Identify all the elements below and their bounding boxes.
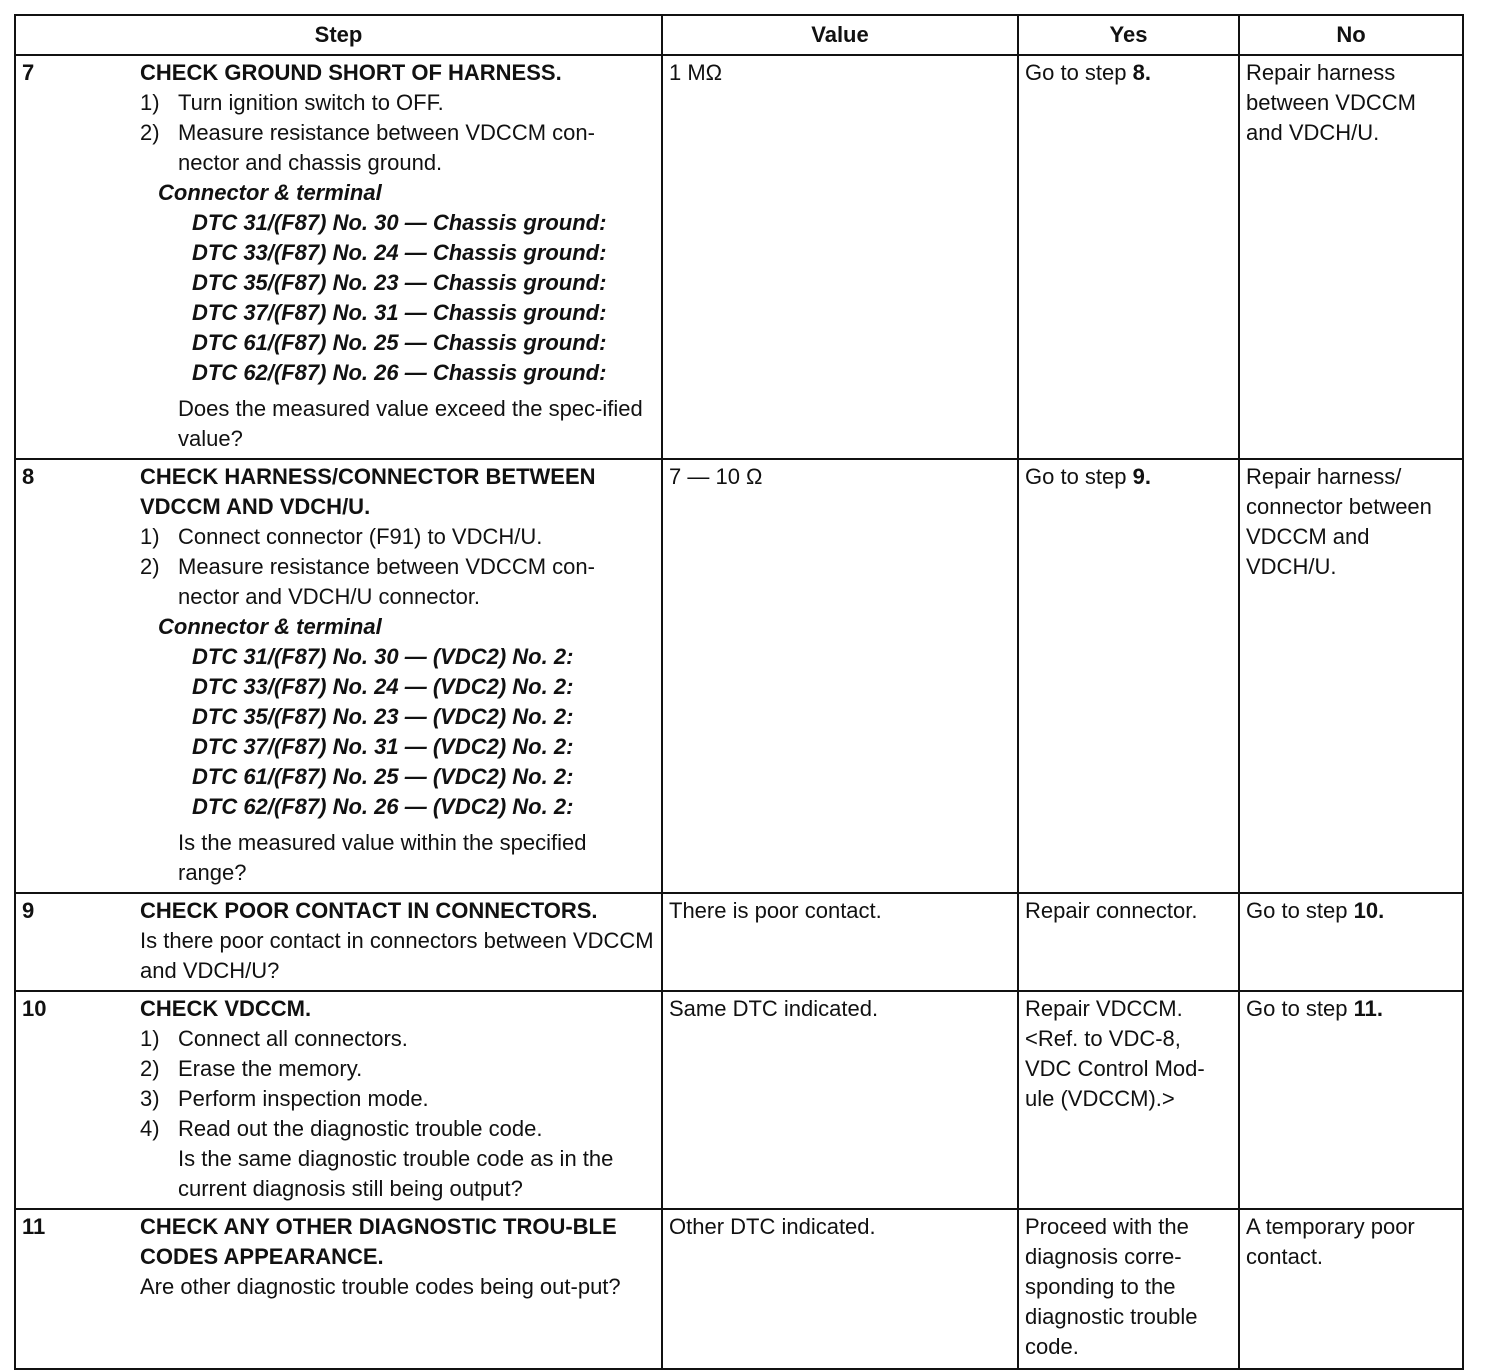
yes-cell: Proceed with the diagnosis corre-sponding to the diagnostic trouble code. (1018, 1209, 1239, 1369)
connector-terminal: DTC 62/(F87) No. 26 — Chassis ground: (192, 360, 607, 385)
substep-text: Perform inspection mode. (178, 1086, 429, 1111)
substep-text: Measure resistance between VDCCM con-nector and VDCH/U connector. (178, 554, 595, 609)
no-text: Go to step (1246, 996, 1354, 1021)
header-yes: Yes (1018, 15, 1239, 55)
substep (140, 1024, 655, 1054)
value-cell: Same DTC indicated. (662, 991, 1018, 1209)
table-row (15, 1209, 1463, 1369)
connector-terminal: DTC 37/(F87) No. 31 — (VDC2) No. 2: (192, 734, 574, 759)
substep-number: 2) (140, 120, 160, 145)
no-cell (1239, 893, 1463, 991)
step-question: Is the same diagnostic trouble code as in the current diagnosis still being output? (178, 1146, 614, 1201)
connector-heading: Connector & terminal (158, 180, 382, 205)
connector-terminal: DTC 31/(F87) No. 30 — (VDC2) No. 2: (192, 644, 574, 669)
connector-terminal: DTC 62/(F87) No. 26 — (VDC2) No. 2: (192, 794, 574, 819)
table-row (15, 991, 1463, 1209)
substep (140, 522, 655, 552)
substep (140, 552, 655, 612)
step-title: CHECK GROUND SHORT OF HARNESS. (140, 60, 562, 85)
no-cell: A temporary poor contact. (1239, 1209, 1463, 1369)
yes-step-ref: 9. (1132, 464, 1151, 489)
header-step: Step (15, 15, 662, 55)
substep-text: Connect all connectors. (178, 1026, 408, 1051)
substep (140, 1054, 655, 1084)
substep (140, 1114, 655, 1144)
substep-number: 2) (140, 554, 160, 579)
substep-number: 2) (140, 1056, 160, 1081)
step-cell (15, 1209, 662, 1369)
header-no: No (1239, 15, 1463, 55)
yes-step-ref: 8. (1132, 60, 1151, 85)
substep-text: Connect connector (F91) to VDCH/U. (178, 524, 543, 549)
step-cell (15, 459, 662, 893)
substep-text: Measure resistance between VDCCM con-nector and chassis ground. (178, 120, 595, 175)
diagnostic-table (14, 14, 1464, 1370)
step-number: 7 (22, 60, 35, 85)
connector-terminal: DTC 35/(F87) No. 23 — (VDC2) No. 2: (192, 704, 574, 729)
yes-text: Go to step (1025, 60, 1133, 85)
step-cell (15, 893, 662, 991)
connector-terminal: DTC 35/(F87) No. 23 — Chassis ground: (192, 270, 607, 295)
step-number: 10 (22, 996, 47, 1021)
yes-text: Go to step (1025, 464, 1133, 489)
substep-number: 1) (140, 524, 160, 549)
substep (140, 118, 655, 178)
no-step-ref: 10. (1353, 898, 1385, 923)
step-number: 9 (22, 898, 35, 923)
no-step-ref: 11. (1353, 996, 1383, 1021)
connector-terminal: DTC 31/(F87) No. 30 — Chassis ground: (192, 210, 607, 235)
step-cell (15, 991, 662, 1209)
connector-heading: Connector & terminal (158, 614, 382, 639)
no-cell (1239, 991, 1463, 1209)
substep-text: Turn ignition switch to OFF. (178, 90, 444, 115)
yes-cell: Repair connector. (1018, 893, 1239, 991)
step-number: 8 (22, 464, 35, 489)
connector-terminal: DTC 33/(F87) No. 24 — (VDC2) No. 2: (192, 674, 574, 699)
yes-cell (1018, 459, 1239, 893)
substep-text: Erase the memory. (178, 1056, 363, 1081)
step-title: CHECK ANY OTHER DIAGNOSTIC TROU-BLE CODES APPEARANCE. (140, 1214, 617, 1269)
no-text: Go to step (1246, 898, 1354, 923)
substep-number: 1) (140, 90, 160, 115)
step-title: CHECK HARNESS/CONNECTOR BETWEEN VDCCM AND VDCH/U. (140, 464, 596, 519)
header-row (15, 15, 1463, 55)
table-row (15, 893, 1463, 991)
step-question: Is the measured value within the specified range? (178, 830, 587, 885)
connector-terminal: DTC 37/(F87) No. 31 — Chassis ground: (192, 300, 607, 325)
value-cell: Other DTC indicated. (662, 1209, 1018, 1369)
connector-terminal: DTC 61/(F87) No. 25 — (VDC2) No. 2: (192, 764, 574, 789)
step-question: Does the measured value exceed the spec-ified value? (178, 396, 643, 451)
connector-terminal: DTC 61/(F87) No. 25 — Chassis ground: (192, 330, 607, 355)
step-number: 11 (22, 1214, 46, 1239)
table-row (15, 55, 1463, 459)
value-cell: 7 — 10 Ω (662, 459, 1018, 893)
value-cell: 1 MΩ (662, 55, 1018, 459)
value-cell: There is poor contact. (662, 893, 1018, 991)
connector-terminal: DTC 33/(F87) No. 24 — Chassis ground: (192, 240, 607, 265)
substep (140, 88, 655, 118)
step-title: CHECK POOR CONTACT IN CONNECTORS. (140, 898, 598, 923)
no-cell: Repair harness between VDCCM and VDCH/U. (1239, 55, 1463, 459)
substep-number: 1) (140, 1026, 160, 1051)
step-question: Is there poor contact in connectors between VDCCM and VDCH/U? (140, 928, 654, 983)
substep-number: 4) (140, 1116, 160, 1141)
yes-cell (1018, 55, 1239, 459)
substep-text: Read out the diagnostic trouble code. (178, 1116, 543, 1141)
yes-cell: Repair VDCCM. <Ref. to VDC-8, VDC Control Mod-ule (VDCCM).> (1018, 991, 1239, 1209)
substep-number: 3) (140, 1086, 160, 1111)
substep (140, 1084, 655, 1114)
header-value: Value (662, 15, 1018, 55)
step-title: CHECK VDCCM. (140, 996, 312, 1021)
no-cell: Repair harness/ connector between VDCCM and VDCH/U. (1239, 459, 1463, 893)
step-question: Are other diagnostic trouble codes being out-put? (140, 1274, 621, 1299)
step-cell (15, 55, 662, 459)
table-row (15, 459, 1463, 893)
